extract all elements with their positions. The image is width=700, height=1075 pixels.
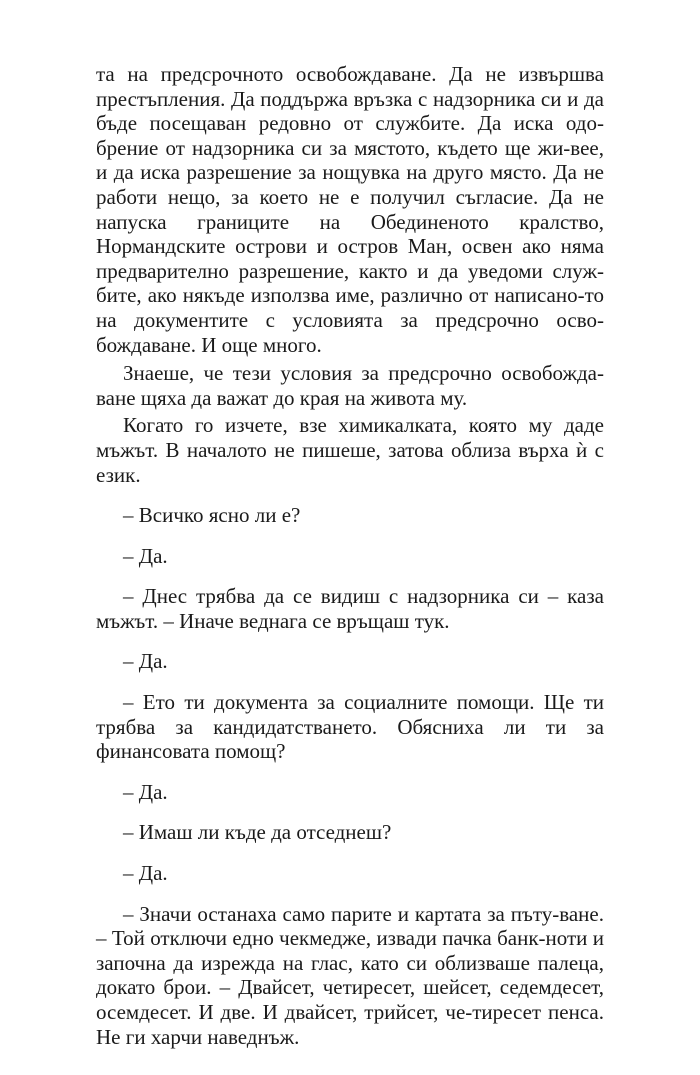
dialogue-line: – Да. <box>123 779 168 804</box>
dialogue-line: – Днес трябва да се видиш с надзорника си – каза мъжът. – Иначе веднага се връщаш тук. <box>96 584 604 633</box>
dialogue-line: – Да. <box>123 861 168 886</box>
dialogue-line: – Значи останаха само парите и картата за пъту-ване. – Той отключи едно чекмедже, извади пачка банк-ноти и започна да изрежда на глас, като си облизваше палеца, докато брои. – Двайсет, четиресет, шейсет, седемдесет, осемдесет. И две. И двайсет, трийсет, че-тиресет пенса. Не ги харчи наведнъж. <box>96 901 604 1049</box>
paragraph-pen: Когато го изчете, взе химикалката, която му даде мъжът. В началото не пишеше, затова облиза върха ѝ с език. <box>96 413 604 487</box>
book-page <box>96 62 604 1049</box>
dialogue-line: – Всичко ясно ли е? <box>123 503 301 528</box>
dialogue-line: – Да. <box>123 543 168 568</box>
dialogue-line: – Да. <box>123 649 168 674</box>
dialogue-line: – Имаш ли къде да отседнеш? <box>123 820 392 845</box>
paragraph-continuation: та на предсрочното освобождаване. Да не извършва престъпления. Да поддържа връзка с надзорника си и да бъде посещаван редовно от службите. Да иска одо-брение от надзорника си за мястото, където ще жи-вее, и да иска разрешение за нощувка на друго място. Да не работи нещо, за което не е получил съгласие. Да не напуска границите на Обединеното кралство, Нормандските острови и остров Ман, освен ако няма предварително разрешение, както и да уведоми служ-бите, ако някъде използва име, различно от написано-то на документите с условията за предсрочно осво-бождаване. И още много. <box>96 62 604 357</box>
paragraph-conditions: Знаеше, че тези условия за предсрочно освобожда-ване щяха да важат до края на живота му. <box>96 361 604 410</box>
dialogue-line: – Ето ти документа за социалните помощи. Ще ти трябва за кандидатстването. Обясниха ли ти за финансовата помощ? <box>96 690 604 764</box>
